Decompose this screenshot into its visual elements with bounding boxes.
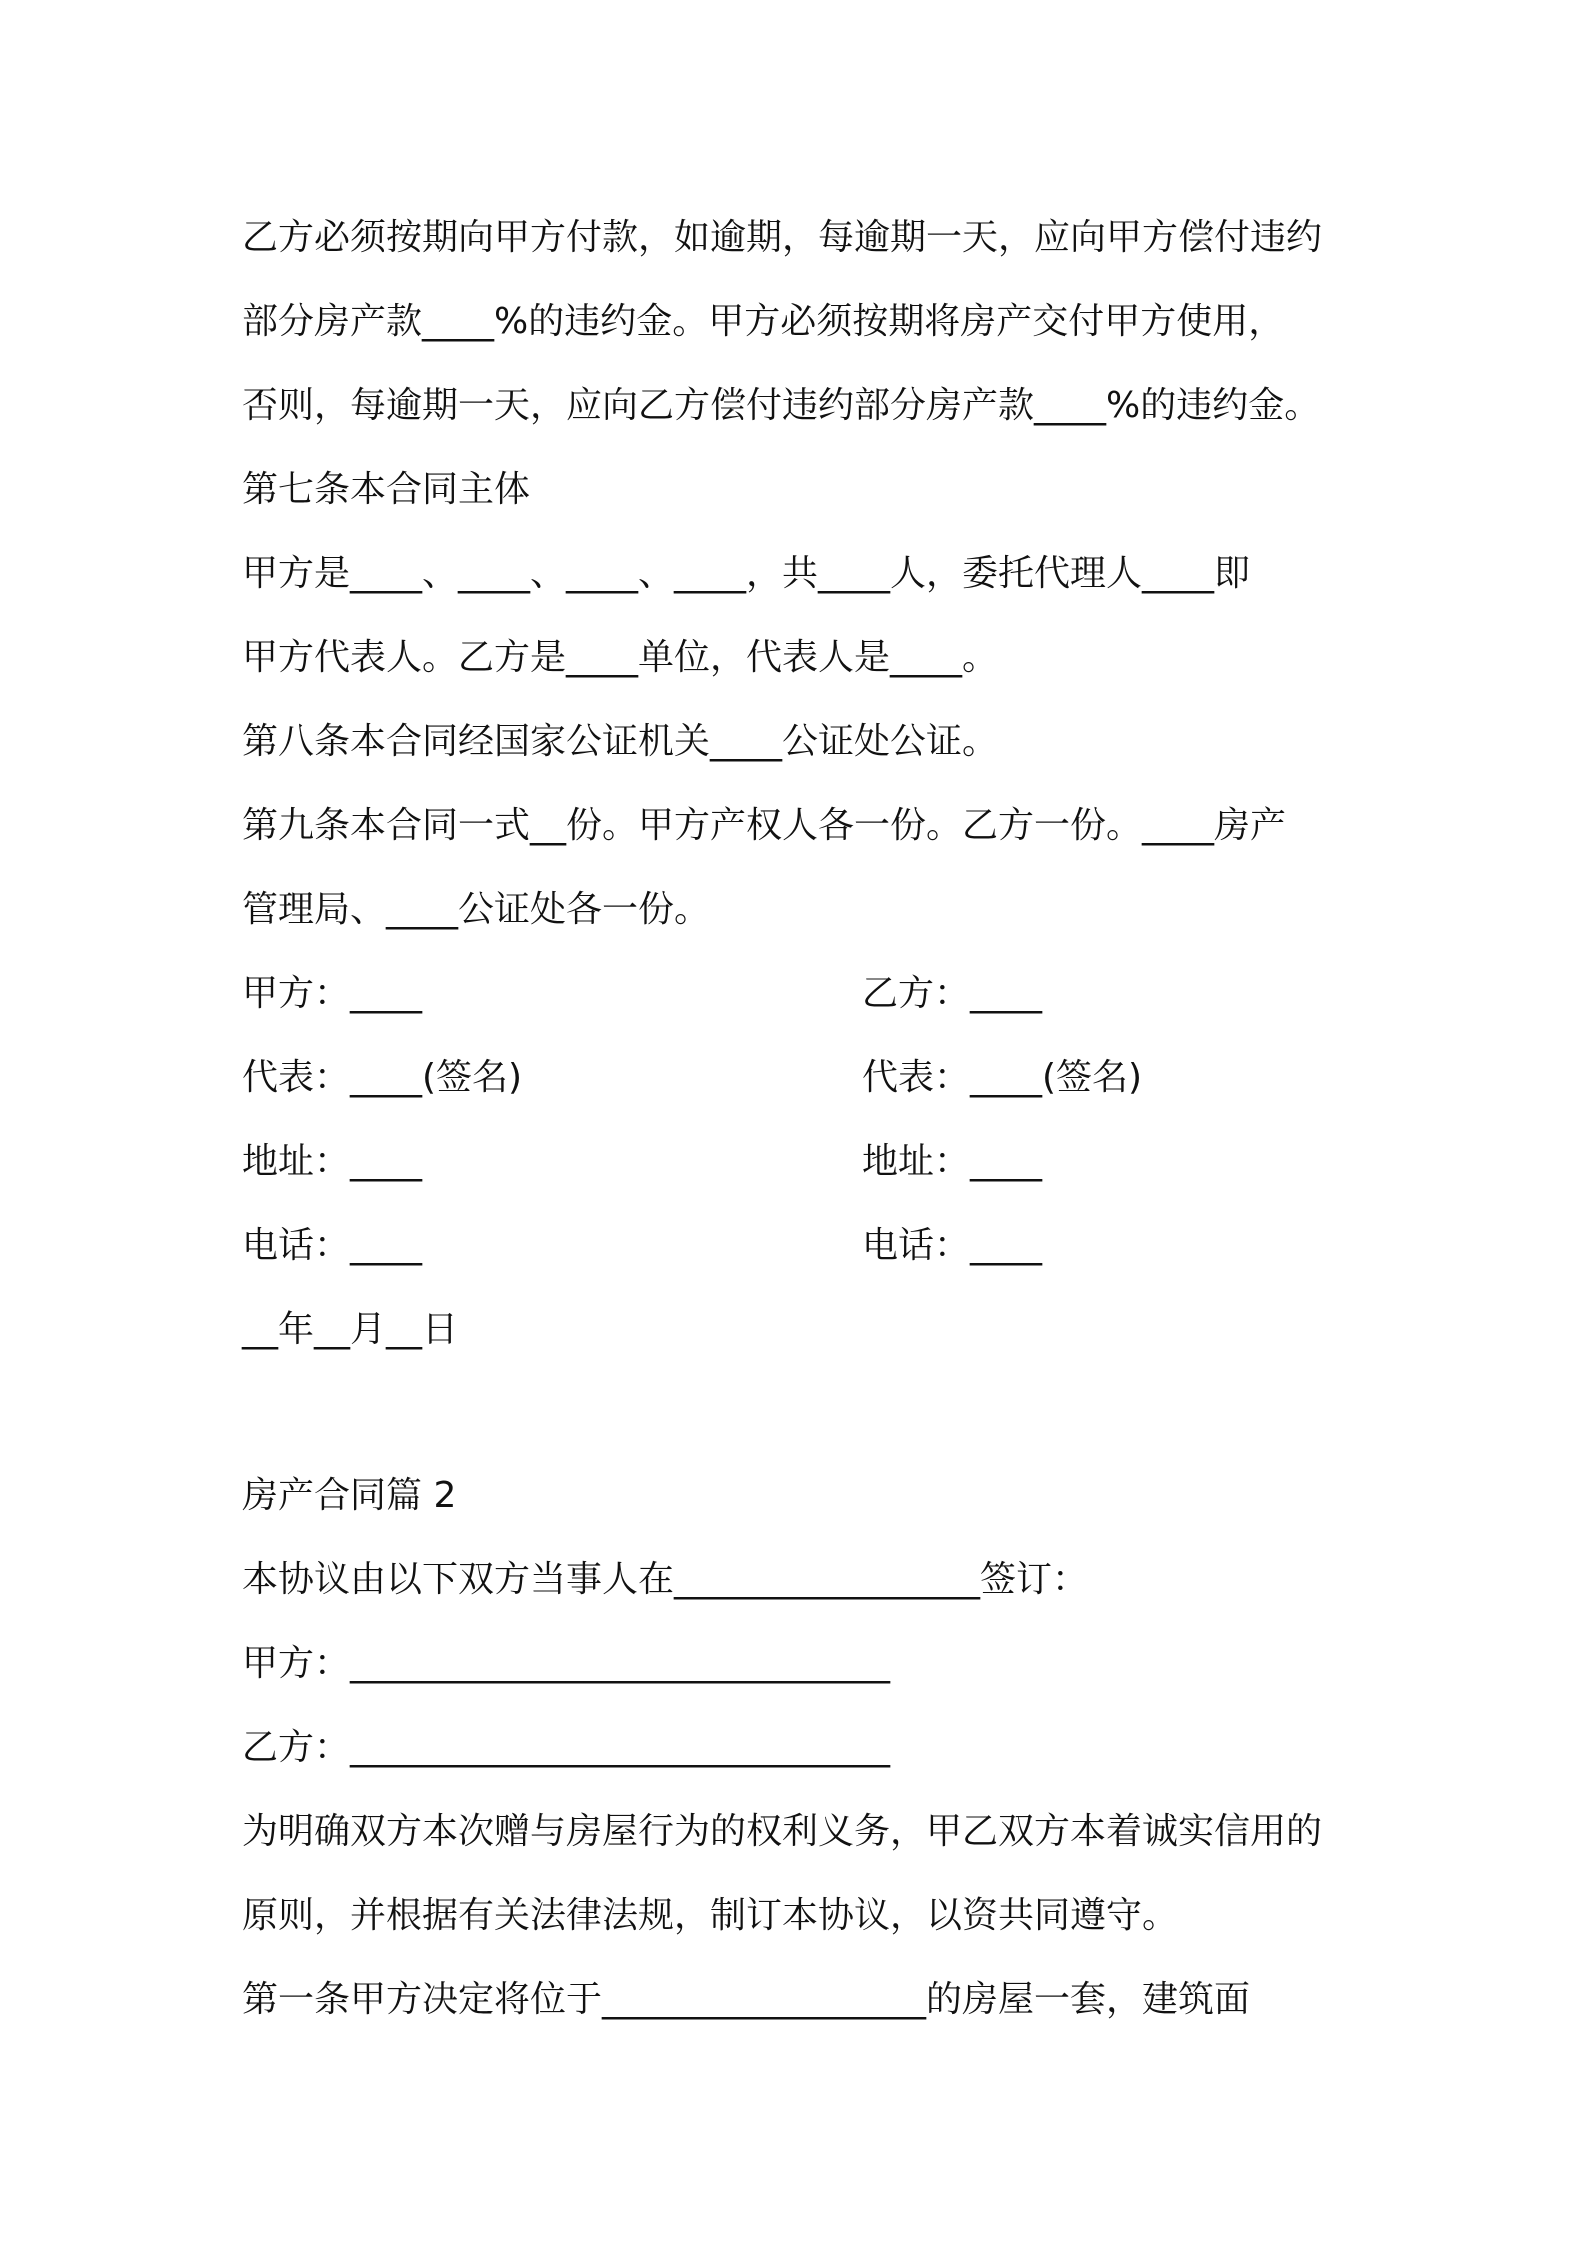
- signature-row-address: [242, 1120, 1362, 1204]
- article-8-line: 第八条本合同经国家公证机关____公证处公证。: [242, 721, 999, 762]
- paragraph-line: 否则，每逾期一天，应向乙方偿付违约部分房产款____%的违约金。: [242, 385, 1321, 426]
- rep-b-field: 代表：____(签名): [862, 1057, 1143, 1098]
- agreement-intro-line: 本协议由以下双方当事人在_________________签订：: [242, 1559, 1089, 1600]
- party-b-line: 乙方：______________________________: [242, 1727, 891, 1768]
- paragraph-line: 甲方代表人。乙方是____单位，代表人是____。: [242, 637, 999, 678]
- paragraph-line: 原则，并根据有关法律法规，制订本协议，以资共同遵守。: [242, 1895, 1179, 1936]
- paragraph-line: 部分房产款____%的违约金。甲方必须按期将房产交付甲方使用，: [242, 301, 1285, 342]
- addr-b-field: 地址：____: [862, 1141, 1043, 1182]
- document-page: [242, 196, 1362, 2042]
- section-2-title: 房产合同篇 2: [242, 1475, 457, 1516]
- paragraph-line: 管理局、____公证处各一份。: [242, 889, 711, 930]
- party-a-line: 甲方：______________________________: [242, 1643, 891, 1684]
- signature-row-party: [242, 952, 1362, 1036]
- party-a-field: 甲方：____: [242, 973, 423, 1014]
- signature-block: [242, 952, 1362, 1372]
- article-1-line: 第一条甲方决定将位于__________________的房屋一套，建筑面: [242, 1979, 1251, 2020]
- addr-a-field: 地址：____: [242, 1141, 423, 1182]
- section-gap: [242, 1372, 1362, 1454]
- signature-row-representative: [242, 1036, 1362, 1120]
- paragraph-line: 为明确双方本次赠与房屋行为的权利义务，甲乙双方本着诚实信用的: [242, 1811, 1323, 1852]
- paragraph-line: 甲方是____、____、____、____，共____人，委托代理人____即: [242, 553, 1251, 594]
- article-7-heading: 第七条本合同主体: [242, 469, 531, 510]
- phone-b-field: 电话：____: [862, 1225, 1043, 1266]
- article-9-line: 第九条本合同一式__份。甲方产权人各一份。乙方一份。____房产: [242, 805, 1287, 846]
- phone-a-field: 电话：____: [242, 1225, 423, 1266]
- date-line: __年__月__日: [242, 1309, 459, 1350]
- rep-a-field: 代表：____(签名): [242, 1057, 523, 1098]
- party-b-field: 乙方：____: [862, 973, 1043, 1014]
- signature-row-phone: [242, 1204, 1362, 1288]
- section-1: [242, 196, 1362, 952]
- section-2: [242, 1454, 1362, 2042]
- paragraph-line: 乙方必须按期向甲方付款，如逾期，每逾期一天，应向甲方偿付违约: [242, 217, 1323, 258]
